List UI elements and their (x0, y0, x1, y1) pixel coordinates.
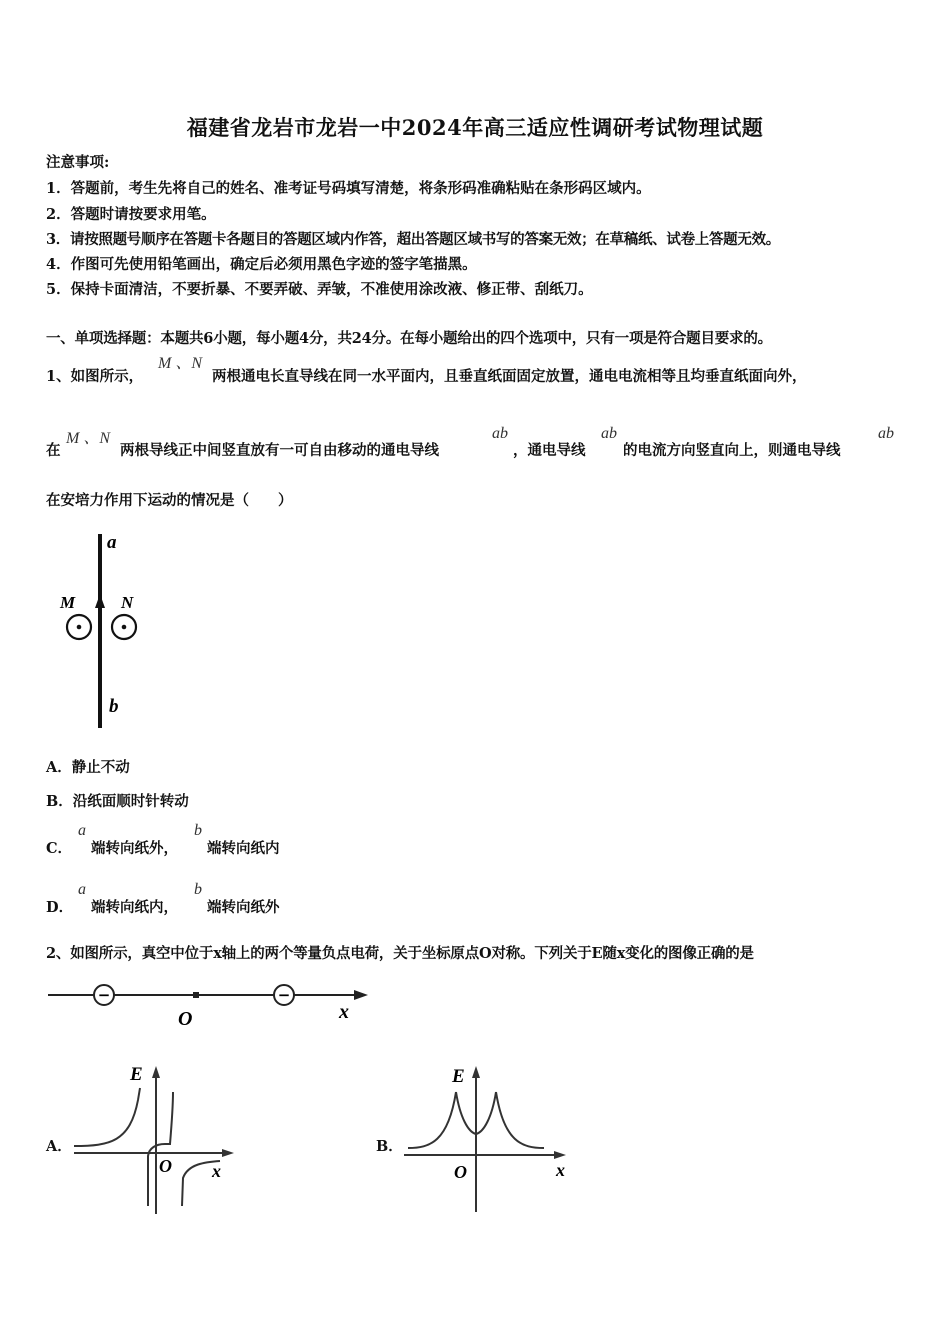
graph-a-curve-mid (148, 1092, 173, 1206)
q2-graph-a (70, 1060, 240, 1220)
section-heading: 一、单项选择题：本题共6小题，每小题4分，共24分。在每小题给出的四个选项中，只有一项是符合题目要求的。 (46, 330, 772, 347)
option-d[interactable]: D． (46, 899, 74, 916)
q1-ab-symbol: ab (492, 425, 508, 442)
option-b[interactable] (46, 790, 189, 811)
notice-item: 3．请按照题号顺序在答题卡各题目的答题区域内作答，超出答题区域书写的答案无效；在草稿纸、试卷上答题无效。 (46, 231, 780, 248)
q1-line1-prefix: 1、如图所示， (46, 368, 144, 385)
notice-item: 4．作图可先使用铅笔画出，确定后必须用黑色字迹的签字笔描黑。 (46, 256, 477, 273)
wire-n-dot (122, 625, 127, 630)
q1-mn-symbol: M 、N (66, 430, 111, 447)
graph-b-curve-right-outer (496, 1092, 544, 1148)
q2-charge-figure (46, 978, 376, 1028)
q1-line2-b: 两根导线正中间竖直放有一可自由移动的通电导线 (120, 442, 439, 459)
charge-sign: − (277, 986, 291, 1004)
graph-b-x-arrow-icon (554, 1151, 566, 1159)
q1-line2-a: 在 (46, 442, 61, 459)
graph-a-label-e: E (130, 1064, 143, 1085)
label-b: b (109, 696, 119, 717)
notice-heading: 注意事项: (46, 154, 110, 171)
option-d-text2: 端转向纸外 (207, 899, 280, 916)
notice-item: 5．保持卡面清洁，不要折暴、不要弄破、弄皱，不准使用涂改液、修正带、刮纸刀。 (46, 281, 593, 298)
option-d-var-b: b (194, 881, 202, 898)
q1-line3: 在安培力作用下运动的情况是（ ） (46, 492, 293, 509)
label-m: M (60, 593, 76, 612)
graph-a-e-arrow-icon (152, 1066, 160, 1078)
graph-a-curve-left (74, 1088, 140, 1146)
graph-b-e-arrow-icon (472, 1066, 480, 1078)
option-a[interactable] (46, 756, 130, 777)
option-letter: A． (46, 759, 72, 776)
q1-line1-suffix: 两根通电长直导线在同一水平面内，且垂直纸面固定放置，通电电流相等且均垂直纸面向外， (212, 368, 807, 385)
notice-item: 2．答题时请按要求用笔。 (46, 206, 216, 223)
label-a: a (107, 532, 117, 553)
graph-a-label-o: O (159, 1156, 172, 1176)
option-d-text1: 端转向纸内， (91, 899, 178, 916)
current-arrow-icon (95, 594, 105, 608)
charge-sign: − (97, 986, 111, 1004)
option-text: 沿纸面顺时针转动 (72, 793, 189, 810)
graph-b-curve-left-outer (408, 1092, 456, 1148)
q1-mn-symbol: M 、N (158, 355, 203, 372)
q1-figure (55, 530, 155, 735)
label-x: x (339, 1001, 349, 1023)
option-letter: B． (46, 793, 73, 810)
option-text: 静止不动 (71, 759, 130, 776)
option-c-text1: 端转向纸外， (91, 840, 178, 857)
q1-ab-symbol: ab (878, 425, 894, 442)
option-c-var-a: a (78, 822, 86, 839)
notice-item: 1．答题前，考生先将自己的姓名、准考证号码填写清楚，将条形码准确粘贴在条形码区域内。 (46, 180, 651, 197)
graph-a-x-arrow-icon (222, 1149, 234, 1157)
label-origin: O (178, 1008, 193, 1030)
origin-dot (193, 992, 199, 998)
graph-b-label-x: x (556, 1160, 565, 1180)
graph-b-label-o: O (454, 1162, 467, 1182)
q1-line2-c: ，通电导线 (513, 442, 586, 459)
label-n: N (121, 593, 134, 612)
option-c-var-b: b (194, 822, 202, 839)
option-d-var-a: a (78, 881, 86, 898)
q2-option-b[interactable]: B． (376, 1138, 403, 1155)
option-c[interactable]: C． (46, 840, 73, 857)
x-axis-arrow-icon (354, 990, 368, 1000)
page-title: 福建省龙岩市龙岩一中2024年高三适应性调研考试物理试题 (186, 115, 764, 140)
wire-m-dot (77, 625, 82, 630)
q2-option-a[interactable]: A． (46, 1138, 72, 1155)
graph-b-label-e: E (452, 1066, 465, 1087)
option-c-text2: 端转向纸内 (207, 840, 280, 857)
graph-a-label-x: x (212, 1161, 221, 1181)
q2-graph-b (400, 1062, 580, 1222)
q2-stem: 2、如图所示，真空中位于x轴上的两个等量负点电荷，关于坐标原点O对称。下列关于E随x变化的图像正确的是 (46, 945, 754, 962)
q1-line2-d: 的电流方向竖直向上，则通电导线 (623, 442, 841, 459)
q1-ab-symbol: ab (601, 425, 617, 442)
